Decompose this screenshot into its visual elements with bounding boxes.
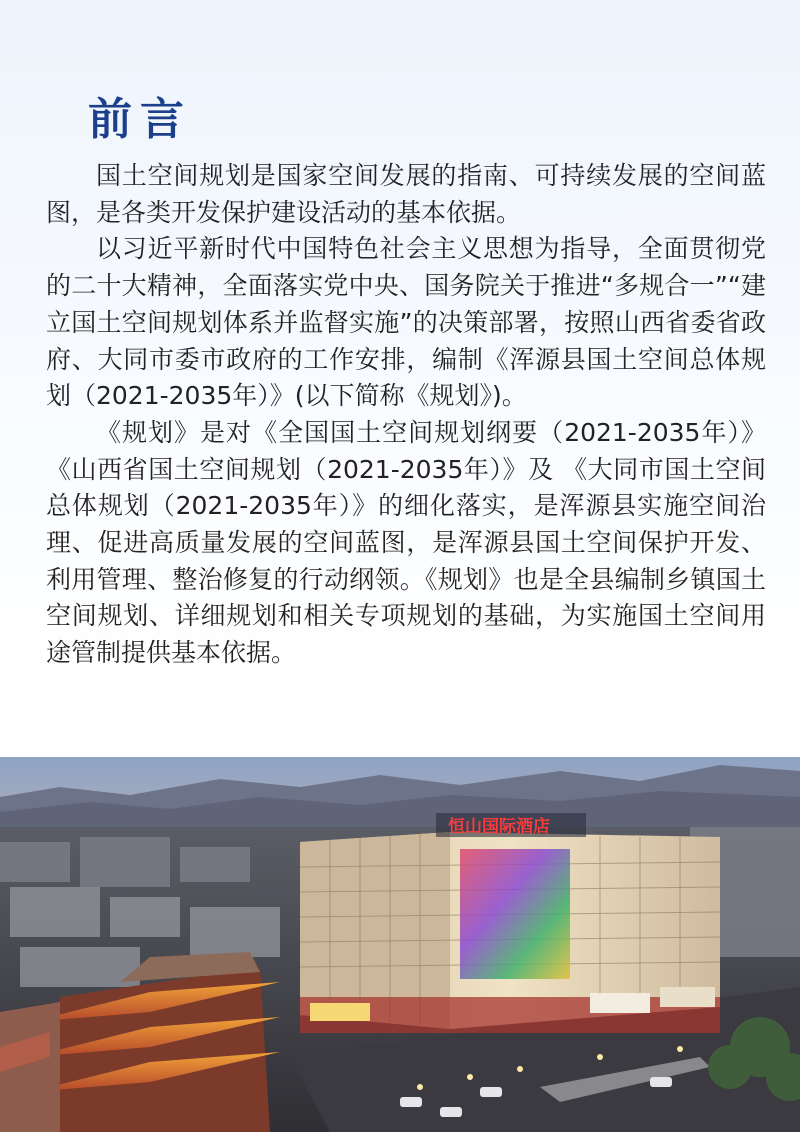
hotel-sign: 恒山国际酒店: [448, 817, 550, 837]
paragraph-2: 以习近平新时代中国特色社会主义思想为指导，全面贯彻党的二十大精神，全面落实党中央、国务院关于推进“多规合一”“建立国土空间规划体系并监督实施”的决策部署，按照山西省委省政府、大同市委市政府的工作安排，编制《浑源县国土空间总体规划（2021-2035年）》(以下简称《规划》)。: [46, 234, 766, 411]
city-night-photo: [0, 757, 800, 1132]
page-title: 前言: [88, 94, 192, 145]
paragraph-1: 国土空间规划是国家空间发展的指南、可持续发展的空间蓝图，是各类开发保护建设活动的基本依据。: [46, 161, 766, 227]
paragraph-3: 《规划》是对《全国国土空间规划纲要（2021-2035年）》《山西省国土空间规划（2021-2035年）》及 《大同市国土空间总体规划（2021-2035年）》的细化落实，是浑源县实施空间治理、促进高质量发展的空间蓝图，是浑源县国土空间保护开发、利用管理、整治修复的行动纲领。《规划》也是全县编制乡镇国土空间规划、详细规划和相关专项规划的基础，为实施国土空间用途管制提供基本依据。: [46, 417, 766, 668]
preface-body: [46, 158, 766, 672]
